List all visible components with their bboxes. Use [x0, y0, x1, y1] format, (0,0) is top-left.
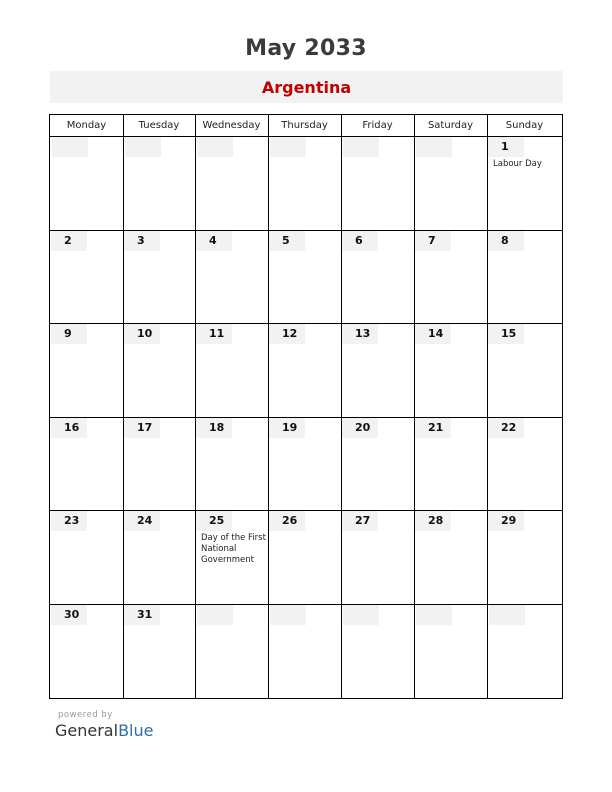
day-cell[interactable]	[342, 324, 414, 417]
day-number: 20	[342, 418, 378, 438]
day-cell[interactable]	[488, 137, 562, 230]
day-number: 9	[51, 324, 87, 344]
day-cell[interactable]	[488, 418, 562, 510]
day-number: 10	[124, 324, 160, 344]
day-number: 2	[51, 231, 87, 251]
day-number: 5	[269, 231, 305, 251]
day-number	[270, 605, 306, 625]
page-title: May 2033	[245, 36, 367, 61]
day-cell[interactable]	[342, 418, 414, 510]
day-cell[interactable]	[342, 511, 414, 604]
empty-day-cell[interactable]	[51, 137, 123, 230]
day-number: 19	[269, 418, 305, 438]
weekday-saturday: Saturday	[427, 120, 474, 131]
holiday-label: Day of the First National Government	[201, 533, 266, 565]
day-cell[interactable]	[51, 231, 123, 323]
day-number	[343, 605, 379, 625]
day-number: 15	[488, 324, 524, 344]
day-number: 14	[415, 324, 451, 344]
day-cell[interactable]	[488, 324, 562, 417]
calendar-grid	[49, 114, 563, 699]
brand-general: General	[55, 721, 119, 740]
day-number	[197, 605, 233, 625]
day-cell[interactable]	[269, 324, 341, 417]
day-number: 25	[196, 511, 232, 531]
day-number: 18	[196, 418, 232, 438]
day-cell[interactable]	[269, 511, 341, 604]
day-number	[416, 137, 452, 157]
day-number: 30	[51, 605, 87, 625]
day-number: 4	[196, 231, 232, 251]
weekday-thursday: Thursday	[281, 120, 328, 131]
day-number	[52, 137, 88, 157]
empty-day-cell[interactable]	[196, 137, 268, 230]
weekday-monday: Monday	[66, 120, 107, 131]
day-cell[interactable]	[415, 324, 487, 417]
day-cell[interactable]	[269, 231, 341, 323]
day-number: 13	[342, 324, 378, 344]
powered-by-label: powered by	[58, 710, 113, 720]
day-number: 31	[124, 605, 160, 625]
empty-day-cell[interactable]	[415, 137, 487, 230]
day-number: 26	[269, 511, 305, 531]
day-cell[interactable]	[196, 324, 268, 417]
empty-day-cell[interactable]	[342, 137, 414, 230]
day-number	[270, 137, 306, 157]
day-number: 7	[415, 231, 451, 251]
day-cell[interactable]	[415, 231, 487, 323]
day-number: 17	[124, 418, 160, 438]
day-number	[125, 137, 161, 157]
day-cell[interactable]	[196, 511, 268, 604]
day-cell[interactable]	[269, 418, 341, 510]
day-number: 16	[51, 418, 87, 438]
day-number	[489, 605, 525, 625]
empty-day-cell[interactable]	[196, 605, 268, 698]
day-number: 6	[342, 231, 378, 251]
day-number: 3	[124, 231, 160, 251]
weekday-tuesday: Tuesday	[138, 120, 180, 131]
day-cell[interactable]	[415, 511, 487, 604]
empty-day-cell[interactable]	[488, 605, 562, 698]
day-cell[interactable]	[488, 231, 562, 323]
day-cell[interactable]	[124, 324, 195, 417]
day-number: 8	[488, 231, 524, 251]
country-banner	[50, 71, 563, 103]
day-number: 12	[269, 324, 305, 344]
day-number	[416, 605, 452, 625]
weekday-header-row	[50, 115, 562, 136]
holiday-label: Labour Day	[493, 159, 542, 169]
day-cell[interactable]	[51, 511, 123, 604]
empty-day-cell[interactable]	[415, 605, 487, 698]
day-number: 28	[415, 511, 451, 531]
weekday-wednesday: Wednesday	[202, 120, 261, 131]
day-cell[interactable]	[51, 605, 123, 698]
day-cell[interactable]	[124, 605, 195, 698]
day-number	[197, 137, 233, 157]
day-number: 29	[488, 511, 524, 531]
empty-day-cell[interactable]	[269, 137, 341, 230]
weekday-sunday: Sunday	[505, 120, 544, 131]
day-cell[interactable]	[124, 231, 195, 323]
day-cell[interactable]	[51, 324, 123, 417]
day-number: 23	[51, 511, 87, 531]
day-number: 22	[488, 418, 524, 438]
brand-blue: Blue	[118, 721, 154, 740]
day-number: 24	[124, 511, 160, 531]
day-number: 11	[196, 324, 232, 344]
empty-day-cell[interactable]	[342, 605, 414, 698]
country-name: Argentina	[261, 78, 352, 97]
empty-day-cell[interactable]	[269, 605, 341, 698]
weekday-friday: Friday	[362, 120, 393, 131]
day-cell[interactable]	[124, 418, 195, 510]
day-cell[interactable]	[51, 418, 123, 510]
empty-day-cell[interactable]	[124, 137, 195, 230]
day-number: 27	[342, 511, 378, 531]
day-cell[interactable]	[342, 231, 414, 323]
day-cell[interactable]	[415, 418, 487, 510]
day-number	[343, 137, 379, 157]
day-cell[interactable]	[124, 511, 195, 604]
day-cell[interactable]	[488, 511, 562, 604]
day-number: 1	[488, 137, 524, 157]
day-cell[interactable]	[196, 418, 268, 510]
day-cell[interactable]	[196, 231, 268, 323]
day-number: 21	[415, 418, 451, 438]
brand-logo[interactable]	[55, 721, 153, 740]
